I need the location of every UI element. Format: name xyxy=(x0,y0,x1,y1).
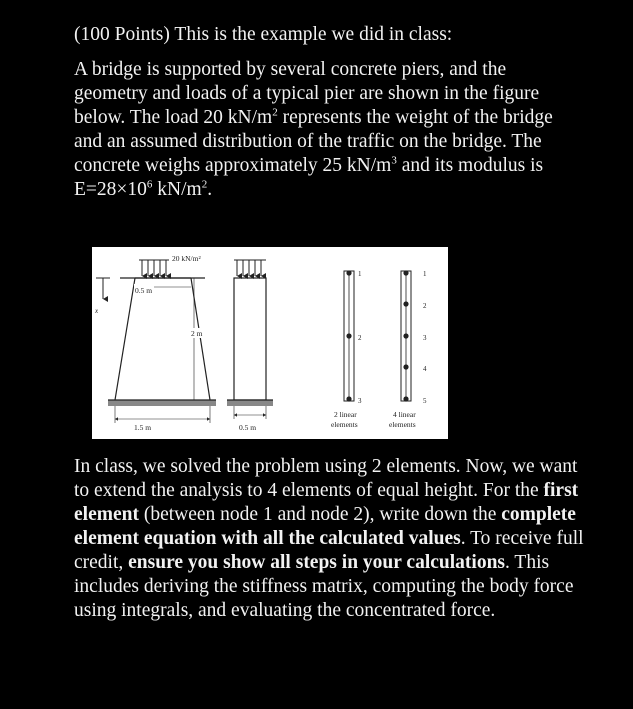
x-axis-label: x xyxy=(95,307,99,315)
problem-intro: (100 Points) This is the example we did in class: xyxy=(74,24,453,45)
side-view-column xyxy=(227,260,273,432)
model4-node-4: 4 xyxy=(423,365,427,373)
task-text-3: . To receive full credit, xyxy=(74,528,584,573)
load-label: 20 kN/m² xyxy=(172,254,201,263)
problem-description xyxy=(74,58,574,202)
model4-node-5: 5 xyxy=(423,397,427,405)
model4-caption-2: elements xyxy=(389,420,416,429)
model2-caption-1: 2 linear xyxy=(334,410,357,419)
pier-figure xyxy=(92,247,448,439)
two-element-model xyxy=(331,270,362,429)
tapered-pier xyxy=(108,254,216,432)
model2-node-2: 2 xyxy=(358,334,362,342)
desc-text-4: kN/m xyxy=(152,179,202,200)
height-label: 2 m xyxy=(191,329,203,338)
task-text-1: In class, we solved the problem using 2 elements. Now, we want to extend the analysis to 4 elements of equal height. For the xyxy=(74,456,578,501)
model2-node-1: 1 xyxy=(358,270,362,278)
model4-node-1: 1 xyxy=(423,270,427,278)
task-description xyxy=(74,455,589,623)
desc-text-5: . xyxy=(207,179,213,200)
desc-text-1: A bridge is supported by several concrete piers, and the geometry and loads of a typical pier are shown in the figure below. The load 20 kN/m xyxy=(74,59,540,128)
desc-sup-2: 3 xyxy=(391,154,397,167)
top-width-label: 0.5 m xyxy=(135,286,153,295)
four-element-model xyxy=(389,270,427,429)
side-width-label: 0.5 m xyxy=(239,423,257,432)
task-bold-3: ensure you show all steps in your calculations xyxy=(128,552,506,573)
desc-text-2: represents the weight of the bridge and an assumed distribution of the traffic on the bridge. The concrete weighs approximately 25 kN/m xyxy=(74,107,553,176)
base-width-label: 1.5 m xyxy=(134,423,152,432)
desc-sup-4: 2 xyxy=(201,178,208,191)
x-axis-arrow xyxy=(94,278,110,315)
model4-caption-1: 4 linear xyxy=(393,410,416,419)
task-bold-2: complete element equation with all the calculated values xyxy=(74,504,576,549)
desc-text-3: and its modulus is E=28×10 xyxy=(74,155,544,200)
model2-node-3: 3 xyxy=(358,397,362,405)
task-text-4: . This includes deriving the stiffness matrix, computing the body force using integrals, and evaluating the concentrated force. xyxy=(74,552,574,621)
desc-sup-1: 2 xyxy=(272,106,278,119)
desc-sup-3: 6 xyxy=(146,178,153,191)
model4-node-2: 2 xyxy=(423,302,427,310)
model4-node-3: 3 xyxy=(423,334,427,342)
model2-caption-2: elements xyxy=(331,420,358,429)
task-bold-1: first element xyxy=(74,480,579,525)
task-text-2: (between node 1 and node 2), write down the xyxy=(138,504,502,525)
